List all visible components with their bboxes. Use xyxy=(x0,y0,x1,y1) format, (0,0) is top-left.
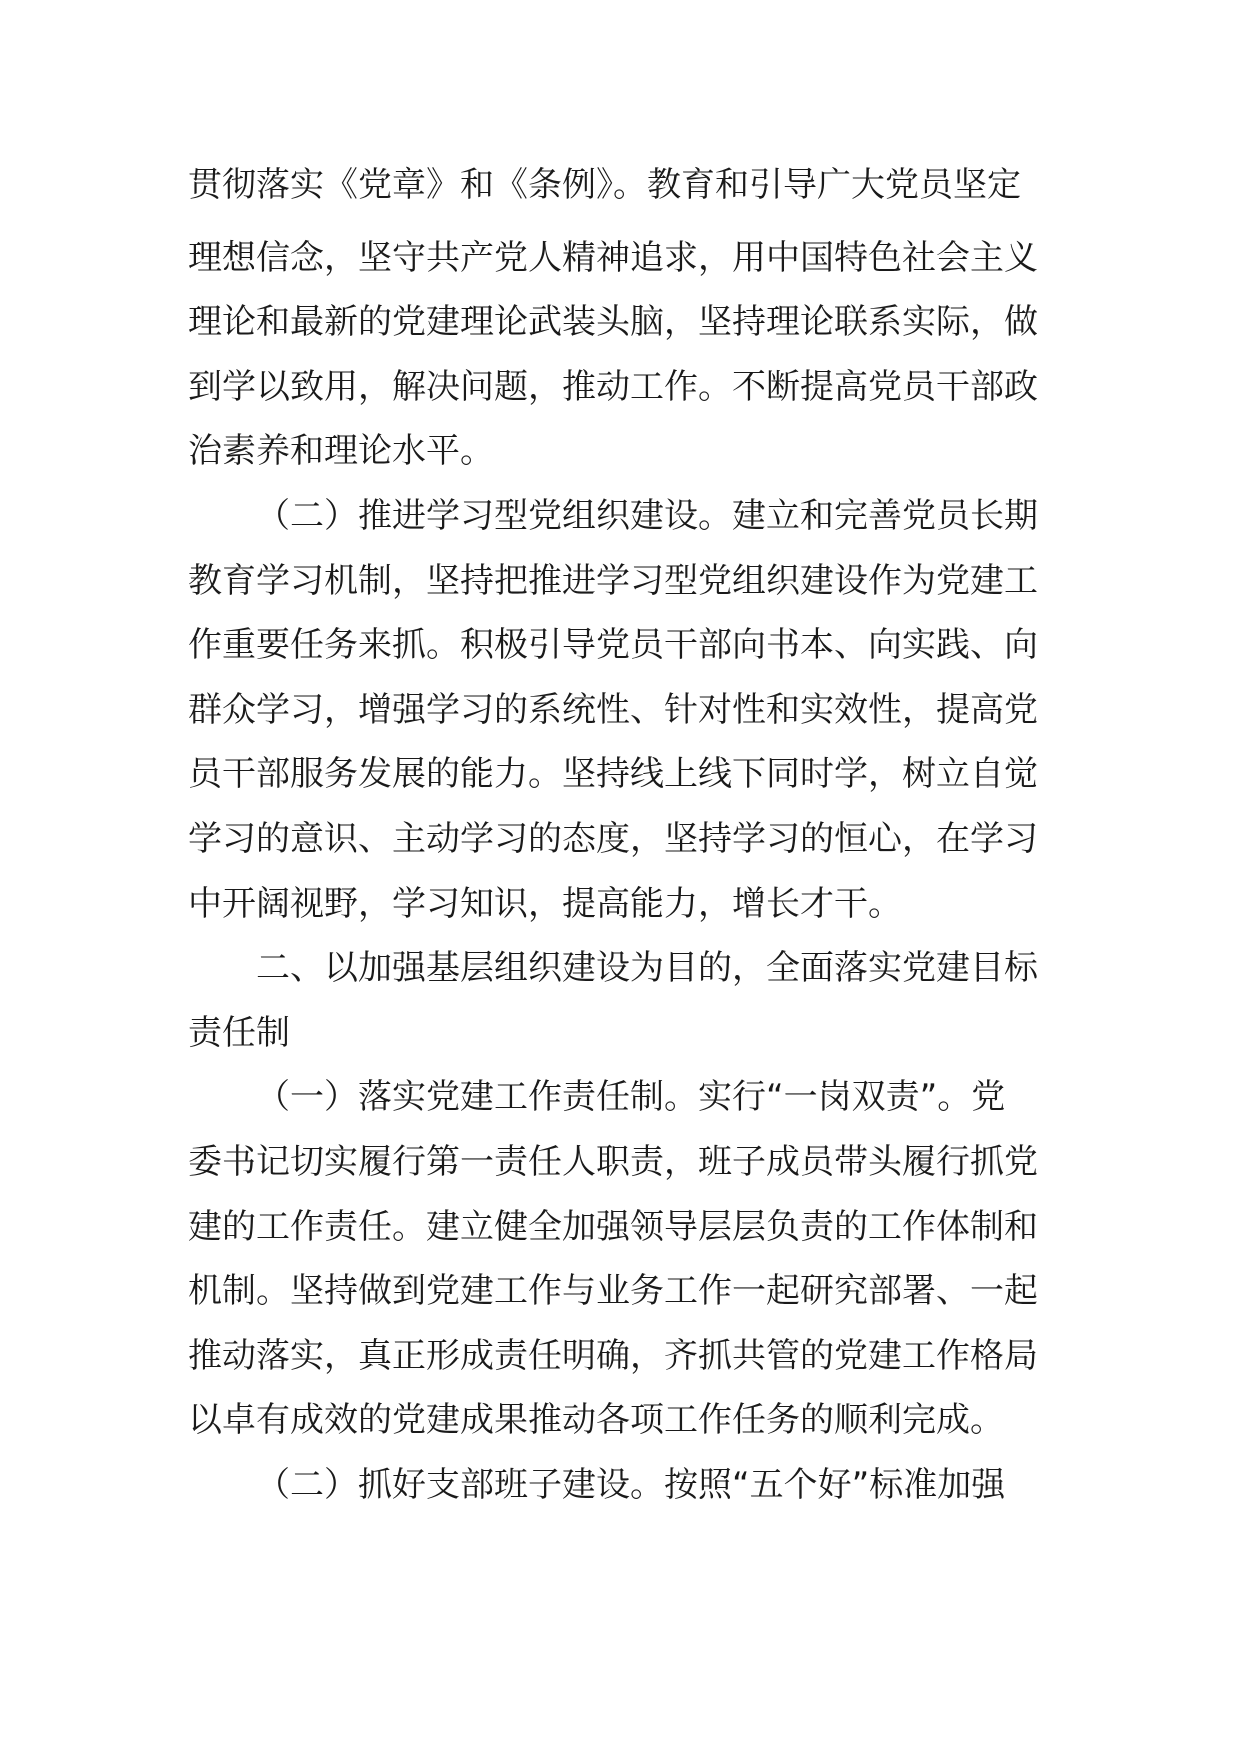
text-line: 学习的意识、主动学习的态度，坚持学习的恒心，在学习 xyxy=(188,818,1038,859)
text-line: 教育学习机制，坚持把推进学习型党组织建设作为党建工 xyxy=(188,560,1038,601)
paragraph-heading: （二）推进学习型党组织建设。建立和完善党员长期 xyxy=(256,495,1038,536)
text-line: 委书记切实履行第一责任人职责，班子成员带头履行抓党 xyxy=(188,1141,1038,1182)
section-heading: 二、以加强基层组织建设为目的，全面落实党建目标 xyxy=(256,948,1038,989)
body-text xyxy=(188,153,1058,1517)
text-line: 推动落实，真正形成责任明确，齐抓共管的党建工作格局 xyxy=(188,1335,1038,1376)
text-line: 以卓有成效的党建成果推动各项工作任务的顺利完成。 xyxy=(188,1400,1004,1441)
text-line: 中开阔视野，学习知识，提高能力，增长才干。 xyxy=(188,883,902,924)
paragraph-heading: （一）落实党建工作责任制。实行“一岗双责”。党 xyxy=(256,1077,1006,1118)
text-line: 群众学习，增强学习的系统性、针对性和实效性，提高党 xyxy=(188,689,1038,730)
text-line: 员干部服务发展的能力。坚持线上线下同时学，树立自觉 xyxy=(188,754,1038,795)
section-heading-continuation: 责任制 xyxy=(188,1012,290,1053)
paragraph-heading: （二）抓好支部班子建设。按照“五个好”标准加强 xyxy=(256,1464,1006,1505)
text-line: 治素养和理论水平。 xyxy=(188,431,494,472)
text-line: 到学以致用，解决问题，推动工作。不断提高党员干部政 xyxy=(188,366,1038,407)
text-line: 贯彻落实《党章》和《条例》。教育和引导广大党员坚定 xyxy=(188,165,1021,205)
text-line: 作重要任务来抓。积极引导党员干部向书本、向实践、向 xyxy=(188,625,1038,666)
text-line: 理论和最新的党建理论武装头脑，坚持理论联系实际，做 xyxy=(188,302,1038,343)
text-line: 机制。坚持做到党建工作与业务工作一起研究部署、一起 xyxy=(188,1271,1038,1312)
text-line: 建的工作责任。建立健全加强领导层层负责的工作体制和 xyxy=(188,1206,1038,1247)
text-line: 理想信念，坚守共产党人精神追求，用中国特色社会主义 xyxy=(188,237,1038,278)
